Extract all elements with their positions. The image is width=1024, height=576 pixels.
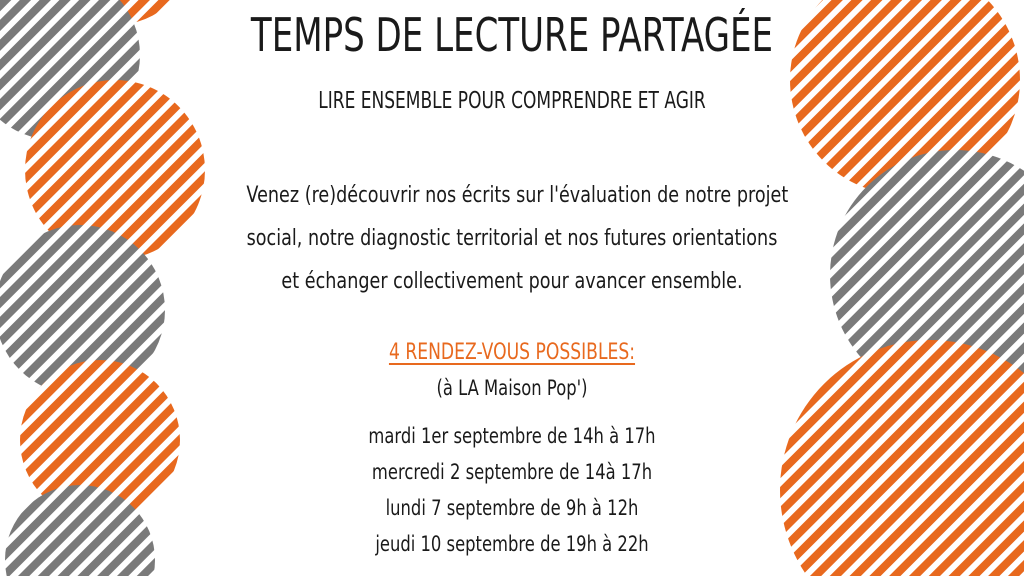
intro-line: social, notre diagnostic territorial et nos futures orientations <box>246 226 778 251</box>
date-item: mardi 1er septembre de 14h à 17h <box>368 424 656 448</box>
date-item: mercredi 2 septembre de 14à 17h <box>371 460 653 484</box>
place-label: (à LA Maison Pop') <box>436 376 588 400</box>
dates-list <box>0 418 1024 562</box>
intro-line: Venez (re)découvrir nos écrits sur l'évaluation de notre projet <box>246 183 789 208</box>
date-item: jeudi 10 septembre de 19h à 22h <box>375 532 649 556</box>
rendezvous-heading: 4 RENDEZ-VOUS POSSIBLES: <box>388 340 636 365</box>
page-subtitle: LIRE ENSEMBLE POUR COMPRENDRE ET AGIR <box>318 88 706 114</box>
date-item: lundi 7 septembre de 9h à 12h <box>385 496 639 520</box>
page-title: TEMPS DE LECTURE PARTAGÉE <box>250 8 774 62</box>
intro-line: et échanger collectivement pour avancer ensemble. <box>281 269 743 294</box>
intro-text <box>180 174 844 303</box>
